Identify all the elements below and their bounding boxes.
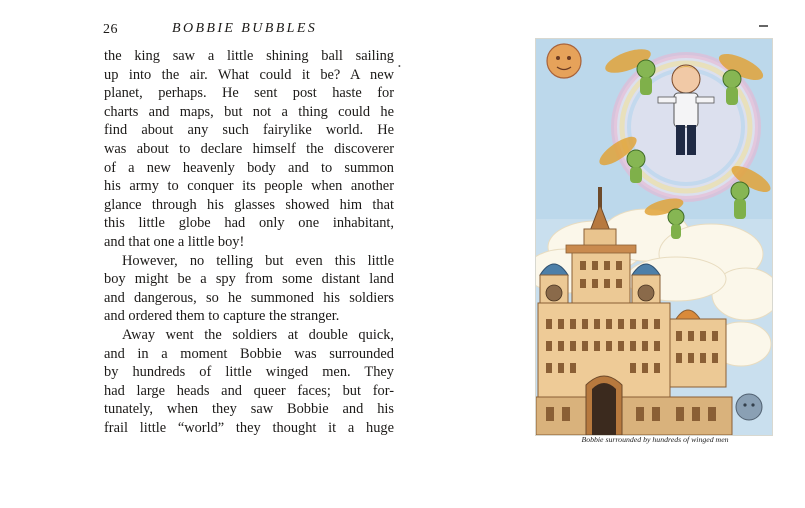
- text-line: up into the air. What could it be? A new: [104, 66, 394, 83]
- text-line: planet, perhaps. He sent post haste for: [104, 85, 394, 102]
- text-line: glance through his glasses showed him that: [104, 196, 394, 213]
- text-line: this little globe had only one inhabitant,: [104, 215, 394, 232]
- text-line: find about any such fairylike world. He: [104, 122, 394, 139]
- page-number: 26: [103, 22, 118, 37]
- text-line: was about to declare himself the discoverer: [104, 140, 394, 157]
- text-line: had large heads and queer faces; but for-: [104, 382, 394, 399]
- text-line: frail little “world” they thought it a huge: [104, 419, 394, 436]
- running-head: BOBBIE BUBBLES: [172, 21, 318, 36]
- text-line: boy might be a spy from some distant land: [104, 271, 394, 288]
- sun-face-icon: [547, 44, 581, 78]
- stray-mark-icon: •: [398, 62, 401, 71]
- text-line: However, no telling but even this little: [122, 252, 394, 269]
- moon-face-icon: [736, 394, 762, 420]
- text-line: and in a moment Bobbie was surrounded: [104, 345, 394, 362]
- right-page: [420, 0, 805, 508]
- text-line: by hundreds of little winged men. They: [104, 364, 394, 381]
- text-line: and dangerous, so he summoned his soldiers: [104, 289, 394, 306]
- illustration-caption: Bobbie surrounded by hundreds of winged men: [581, 435, 729, 444]
- text-line: charts and maps, but not a thing could he: [104, 103, 394, 120]
- illustration-plate: [535, 38, 773, 436]
- text-line: and that one a little boy!: [104, 233, 245, 250]
- text-line: and ordered them to capture the stranger.: [104, 308, 340, 325]
- text-line: of a new heavenly body and to summon: [104, 159, 394, 176]
- illustration: [536, 39, 772, 435]
- text-line: Away went the soldiers at double quick,: [122, 326, 394, 343]
- text-line: the king saw a little shining ball sailing: [104, 48, 394, 64]
- corner-mark: [759, 25, 768, 27]
- text-line: his army to conquer its people when another: [104, 178, 394, 195]
- body-text: [104, 47, 394, 437]
- text-line: tunately, when they saw Bobbie and his: [104, 401, 394, 418]
